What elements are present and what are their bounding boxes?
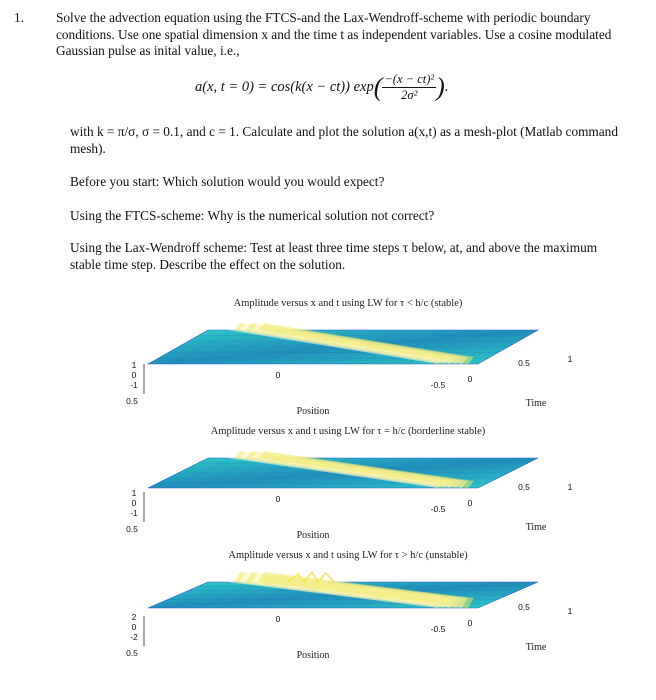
equation-numerator: −(x − ct)² xyxy=(384,72,435,86)
question-expected-solution: Before you start: Which solution would you would expect? xyxy=(70,174,385,189)
position-axis-label: Position xyxy=(296,406,330,417)
z-tick-label: 0 xyxy=(131,370,137,380)
time-tick-label: 1 xyxy=(567,354,573,364)
mesh-plot-unstable xyxy=(108,546,588,670)
time-tick-label: 0.5 xyxy=(518,358,530,368)
problem-number: 1. xyxy=(14,10,24,25)
corner-tick-label: 0.5 xyxy=(126,648,138,658)
x-tick-label: -0.5 xyxy=(430,380,446,390)
mesh-plot-borderline xyxy=(108,422,588,550)
position-axis-label: Position xyxy=(296,530,330,541)
time-tick-label: 1 xyxy=(567,606,573,616)
time-axis-label: Time xyxy=(525,398,547,409)
x-tick-label: -0.5 xyxy=(430,624,446,634)
z-tick-label: 0 xyxy=(131,622,137,632)
time-tick-label: 0.5 xyxy=(518,482,530,492)
question-lax-wendroff: Using the Lax-Wendroff scheme: Test at least three time steps τ below, at, and above the maximum stable time step. Describe the effect on the solution. xyxy=(70,240,598,272)
z-tick-label: 2 xyxy=(131,612,137,622)
time-tick-label: 1 xyxy=(567,482,573,492)
z-tick-label: 0 xyxy=(131,498,137,508)
z-tick-label: 1 xyxy=(131,488,137,498)
problem-intro: Solve the advection equation using the FTCS-and the Lax-Wendroff-scheme with periodic boundary conditions. Use one spatial dimension x and the time t as independent variables. Use a cosine modulated Gaussian pulse as inital value, i.e., xyxy=(56,10,612,58)
x-tick-label: 0 xyxy=(467,374,473,384)
time-tick-label: 0.5 xyxy=(518,602,530,612)
equation-lhs: a(x, t = 0) = cos(k(x − ct)) exp xyxy=(195,78,374,95)
z-tick-label: 1 xyxy=(131,360,137,370)
position-axis-label: Position xyxy=(296,650,330,661)
x-tick-label: -0.5 xyxy=(430,504,446,514)
x-tick-label: 0 xyxy=(275,494,281,504)
x-tick-label: 0 xyxy=(275,614,281,624)
equation-denominator: 2σ² xyxy=(401,88,418,102)
equation-fraction xyxy=(382,72,436,103)
z-tick-label: -1 xyxy=(130,508,138,518)
equation-end: . xyxy=(444,78,449,95)
mesh-plot-stable-canvas xyxy=(108,294,588,426)
plot-title: Amplitude versus x and t using LW for τ > h/c (unstable) xyxy=(228,550,468,561)
initial-condition-equation: a(x, t = 0) = cos(k(x − ct)) exp( $\frac{\text{−(x − ct)²}}{\text{2σ²}}$ ). xyxy=(195,72,449,102)
time-axis-label: Time xyxy=(525,642,547,653)
plot-title: Amplitude versus x and t using LW for τ < h/c (stable) xyxy=(233,298,463,309)
plot-title: Amplitude versus x and t using LW for τ = h/c (borderline stable) xyxy=(210,426,486,437)
time-axis-label: Time xyxy=(525,522,547,533)
z-tick-label: -2 xyxy=(130,632,138,642)
corner-tick-label: 0.5 xyxy=(126,396,138,406)
mesh-plot-stable xyxy=(108,294,588,426)
x-tick-label: 0 xyxy=(467,498,473,508)
parameters-text: with k = π/σ, σ = 0.1, and c = 1. Calculate and plot the solution a(x,t) as a mesh-plot (Matlab command mesh). xyxy=(70,124,618,156)
x-tick-label: 0 xyxy=(467,618,473,628)
corner-tick-label: 0.5 xyxy=(126,524,138,534)
mesh-plot-borderline-canvas xyxy=(108,422,588,550)
x-tick-label: 0 xyxy=(275,370,281,380)
mesh-plot-unstable-canvas xyxy=(108,546,588,670)
z-tick-label: -1 xyxy=(130,380,138,390)
question-ftcs: Using the FTCS-scheme: Why is the numerical solution not correct? xyxy=(70,208,435,223)
